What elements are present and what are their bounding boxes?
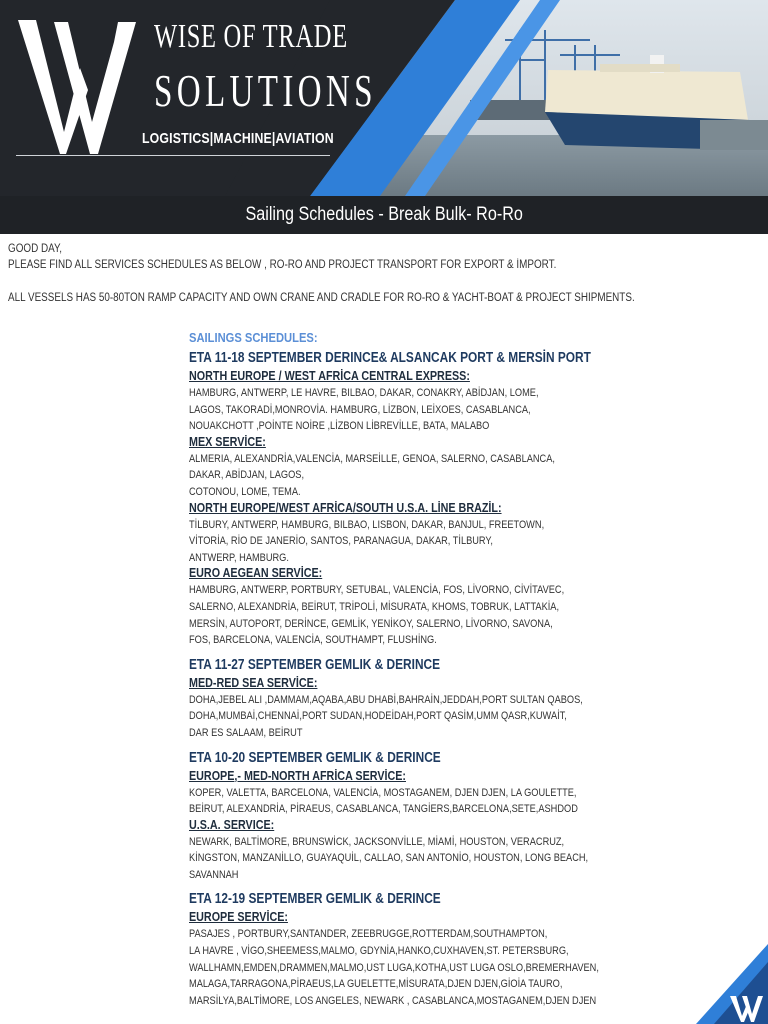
port-line: DOHA,JEBEL ALI ,DAMMAM,AQABA,ABU DHABİ,BAHRAİN,JEDDAH,PORT SULTAN QABOS, bbox=[189, 693, 583, 706]
header-banner bbox=[0, 0, 768, 196]
service-name: EUROPE,- MED-NORTH AFRİCA SERVİCE: bbox=[189, 768, 407, 783]
schedule-heading: SAILINGS SCHEDULES: bbox=[189, 330, 318, 345]
greeting: GOOD DAY, bbox=[8, 243, 63, 255]
company-logo bbox=[14, 12, 377, 162]
port-line: SALERNO, ALEXANDRİA, BEİRUT, TRİPOLİ, MİSURATA, KHOMS, TOBRUK, LATTAKİA, bbox=[189, 600, 560, 613]
intro-line: PLEASE FIND ALL SERVICES SCHEDULES AS BELOW , RO-RO AND PROJECT TRANSPORT FOR EXPORT & İMPORT. bbox=[8, 259, 557, 271]
service-name: EUROPE SERVİCE: bbox=[189, 910, 288, 925]
port-list bbox=[189, 385, 749, 435]
port-line: BEİRUT, ALEXANDRİA, PİRAEUS, CASABLANCA, TANGİERS,BARCELONA,SETE,ASHDOD bbox=[189, 803, 578, 816]
port-line: LAGOS, TAKORADİ,MONROVİA. HAMBURG, LİZBON, LEİXOES, CASABLANCA, bbox=[189, 403, 531, 416]
port-line: HAMBURG, ANTWERP, PORTBURY, SETUBAL, VALENCİA, FOS, LİVORNO, CİVİTAVEC, bbox=[189, 584, 565, 597]
service-name: NORTH EUROPE/WEST AFRİCA/SOUTH U.S.A. LİNE BRAZİL: bbox=[189, 500, 502, 515]
eta-heading: ETA 10-20 SEPTEMBER GEMLIK & DERINCE bbox=[189, 749, 441, 766]
port-line: WALLHAMN,EMDEN,DRAMMEN,MALMO,UST LUGA,KOTHA,UST LUGA OSLO,BREMERHAVEN, bbox=[189, 961, 599, 974]
service-name: MEX SERVİCE: bbox=[189, 434, 266, 449]
port-list bbox=[189, 926, 749, 1009]
port-list bbox=[189, 451, 749, 501]
port-line: FOS, BARCELONA, VALENCİA, SOUTHAMPT, FLUSHİNG. bbox=[189, 634, 437, 647]
port-line: ANTWERP, HAMBURG. bbox=[189, 551, 289, 564]
port-line: KİNGSTON, MANZANİLLO, GUAYAQUİL, CALLAO, SAN ANTONİO, HOUSTON, LONG BEACH, bbox=[189, 852, 589, 865]
port-list bbox=[189, 692, 749, 742]
page-title: Sailing Schedules - Break Bulk- Ro-Ro bbox=[245, 204, 523, 225]
port-list bbox=[189, 785, 749, 818]
logo-divider bbox=[16, 155, 330, 156]
title-bar bbox=[0, 196, 768, 234]
eta-heading: ETA 12-19 SEPTEMBER GEMLIK & DERINCE bbox=[189, 891, 441, 908]
service-name: U.S.A. SERVICE: bbox=[189, 817, 275, 832]
port-line: TİLBURY, ANTWERP, HAMBURG, BILBAO, LISBON, DAKAR, BANJUL, FREETOWN, bbox=[189, 518, 545, 531]
brand-name-line2: SOLUTIONS bbox=[154, 65, 377, 116]
port-line: MARSİLYA,BALTİMORE, LOS ANGELES, NEWARK , CASABLANCA,MOSTAGANEM,DJEN DJEN bbox=[189, 994, 597, 1007]
port-line: COTONOU, LOME, TEMA. bbox=[189, 485, 301, 498]
intro-text bbox=[8, 241, 748, 306]
port-line: PASAJES , PORTBURY,SANTANDER, ZEEBRUGGE,ROTTERDAM,SOUTHAMPTON, bbox=[189, 928, 548, 941]
service-name: EURO AEGEAN SERVİCE: bbox=[189, 566, 323, 581]
eta-heading: ETA 11-27 SEPTEMBER GEMLIK & DERINCE bbox=[189, 656, 441, 673]
port-line: DAKAR, ABİDJAN, LAGOS, bbox=[189, 469, 305, 482]
sailing-schedule bbox=[189, 330, 749, 1009]
port-line: DOHA,MUMBAİ,CHENNAİ,PORT SUDAN,HODEİDAH,PORT QASİM,UMM QASR,KUWAİT, bbox=[189, 710, 567, 723]
capacity-note: ALL VESSELS HAS 50-80TON RAMP CAPACITY AND OWN CRANE AND CRADLE FOR RO-RO & YACHT-BOAT & PROJECT SHIPMENTS. bbox=[8, 292, 635, 304]
port-line: MERSİN, AUTOPORT, DERİNCE, GEMLİK, YENİKOY, SALERNO, LİVORNO, SAVONA, bbox=[189, 617, 553, 630]
eta-heading: ETA 11-18 SEPTEMBER DERINCE& ALSANCAK PORT & MERSİN PORT bbox=[189, 350, 591, 366]
port-line: ALMERIA, ALEXANDRİA,VALENCİA, MARSEİLLE, GENOA, SALERNO, CASABLANCA, bbox=[189, 452, 555, 465]
corner-logo-badge bbox=[696, 944, 768, 1024]
port-line: NEWARK, BALTİMORE, BRUNSWİCK, JACKSONVİLLE, MİAMİ, HOUSTON, VERACRUZ, bbox=[189, 835, 565, 848]
service-name: NORTH EUROPE / WEST AFRİCA CENTRAL EXPRESS: bbox=[189, 369, 470, 383]
port-line: SAVANNAH bbox=[189, 868, 239, 881]
port-line: MALAGA,TARRAGONA,PİRAEUS,LA GUELETTE,MİSURATA,DJEN DJEN,GİOİA TAURO, bbox=[189, 978, 563, 991]
port-list bbox=[189, 582, 749, 648]
port-line: KOPER, VALETTA, BARCELONA, VALENCİA, MOSTAGANEM, DJEN DJEN, LA GOULETTE, bbox=[189, 786, 577, 799]
brand-tagline: LOGISTICS|MACHINE|AVIATION bbox=[142, 130, 334, 147]
port-list bbox=[189, 834, 749, 884]
port-line: NOUAKCHOTT ,POİNTE NOİRE ,LİZBON LİBREVİLLE, BATA, MALABO bbox=[189, 420, 490, 433]
port-line: VİTORİA, RİO DE JANERİO, SANTOS, PARANAGUA, DAKAR, TİLBURY, bbox=[189, 535, 493, 548]
port-line: DAR ES SALAAM, BEİRUT bbox=[189, 726, 303, 739]
port-line: HAMBURG, ANTWERP, LE HAVRE, BILBAO, DAKAR, CONAKRY, ABİDJAN, LOME, bbox=[189, 387, 539, 399]
w-logo-icon bbox=[14, 12, 144, 160]
service-name: MED-RED SEA SERVİCE: bbox=[189, 675, 318, 690]
brand-name-line1: WISE OF TRADE bbox=[154, 18, 348, 55]
port-line: LA HAVRE , VİGO,SHEEMESS,MALMO, GDYNİA,HANKO,CUXHAVEN,ST. PETERSBURG, bbox=[189, 945, 569, 958]
port-list bbox=[189, 517, 749, 567]
